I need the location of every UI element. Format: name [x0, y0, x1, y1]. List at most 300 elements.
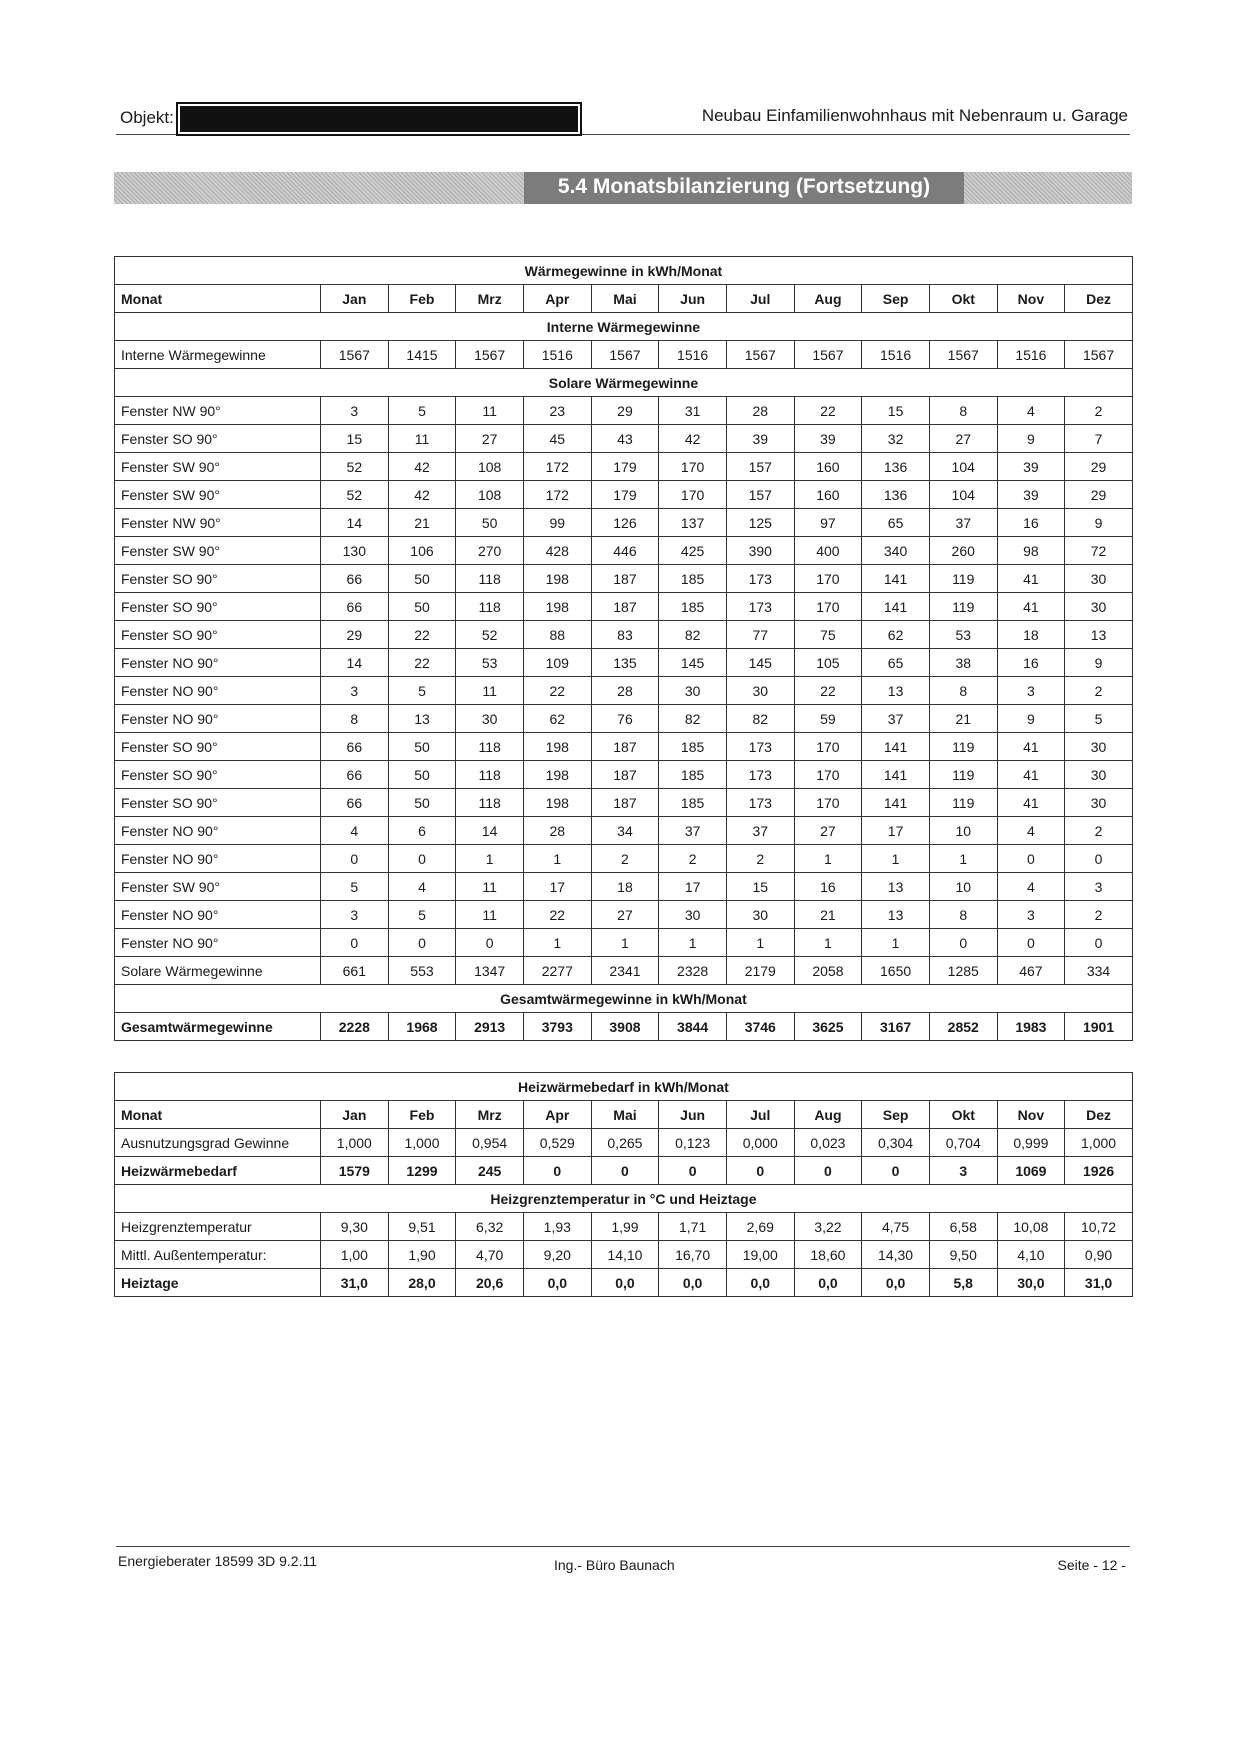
- value-cell: 1,99: [591, 1213, 659, 1241]
- row-label: Heiztage: [115, 1269, 321, 1297]
- value-cell: 1,000: [388, 1129, 456, 1157]
- value-cell: 1299: [388, 1157, 456, 1185]
- row-label: Fenster NO 90°: [115, 929, 321, 957]
- value-cell: 1650: [862, 957, 930, 985]
- value-cell: 3625: [794, 1013, 862, 1041]
- value-cell: 16,70: [659, 1241, 727, 1269]
- redacted-object-name: [176, 102, 582, 136]
- value-cell: 187: [591, 789, 659, 817]
- value-cell: 1: [794, 929, 862, 957]
- value-cell: 42: [388, 453, 456, 481]
- value-cell: 34: [591, 817, 659, 845]
- value-cell: 3: [321, 901, 389, 929]
- value-cell: 187: [591, 761, 659, 789]
- value-cell: 6,32: [456, 1213, 524, 1241]
- value-cell: 22: [523, 901, 591, 929]
- value-cell: 198: [523, 593, 591, 621]
- value-cell: 23: [523, 397, 591, 425]
- value-cell: 0,0: [523, 1269, 591, 1297]
- value-cell: 21: [388, 509, 456, 537]
- month-header: Jan: [321, 1101, 389, 1129]
- value-cell: 41: [997, 761, 1065, 789]
- project-title: Neubau Einfamilienwohnhaus mit Nebenraum u. Garage: [701, 106, 1128, 125]
- window-row: [115, 873, 1133, 901]
- month-header: Okt: [929, 285, 997, 313]
- value-cell: 185: [659, 789, 727, 817]
- month-header: Aug: [794, 1101, 862, 1129]
- value-cell: 0: [321, 929, 389, 957]
- value-cell: 82: [659, 621, 727, 649]
- value-cell: 141: [862, 761, 930, 789]
- value-cell: 88: [523, 621, 591, 649]
- value-cell: 270: [456, 537, 524, 565]
- value-cell: 0,000: [726, 1129, 794, 1157]
- value-cell: 15: [321, 425, 389, 453]
- value-cell: 1516: [862, 341, 930, 369]
- value-cell: 14,10: [591, 1241, 659, 1269]
- value-cell: 8: [929, 677, 997, 705]
- heating-demand-row: [115, 1157, 1133, 1185]
- value-cell: 130: [321, 537, 389, 565]
- value-cell: 2328: [659, 957, 727, 985]
- value-cell: 16: [997, 509, 1065, 537]
- row-label: Solare Wärmegewinne: [115, 957, 321, 985]
- value-cell: 82: [726, 705, 794, 733]
- value-cell: 39: [794, 425, 862, 453]
- window-row: [115, 593, 1133, 621]
- value-cell: 1: [726, 929, 794, 957]
- month-header: Jun: [659, 285, 727, 313]
- table-title-label: Wärmegewinne in kWh/Monat: [115, 257, 1133, 285]
- window-row: [115, 789, 1133, 817]
- value-cell: 170: [659, 481, 727, 509]
- value-cell: 0: [388, 845, 456, 873]
- value-cell: 76: [591, 705, 659, 733]
- value-cell: 170: [794, 593, 862, 621]
- value-cell: 0,954: [456, 1129, 524, 1157]
- value-cell: 661: [321, 957, 389, 985]
- month-header: Mai: [591, 1101, 659, 1129]
- value-cell: 30: [1065, 789, 1133, 817]
- value-cell: 5: [388, 677, 456, 705]
- row-label: Mittl. Außentemperatur:: [115, 1241, 321, 1269]
- value-cell: 32: [862, 425, 930, 453]
- value-cell: 173: [726, 565, 794, 593]
- value-cell: 1: [659, 929, 727, 957]
- row-label: Fenster SW 90°: [115, 481, 321, 509]
- value-cell: 1,90: [388, 1241, 456, 1269]
- value-cell: 1567: [591, 341, 659, 369]
- value-cell: 13: [862, 873, 930, 901]
- value-cell: 1968: [388, 1013, 456, 1041]
- value-cell: 137: [659, 509, 727, 537]
- window-row: [115, 649, 1133, 677]
- value-cell: 18: [591, 873, 659, 901]
- page-footer: [116, 1546, 1130, 1573]
- value-cell: 187: [591, 565, 659, 593]
- value-cell: 172: [523, 453, 591, 481]
- month-header: Jun: [659, 1101, 727, 1129]
- month-header: Sep: [862, 1101, 930, 1129]
- row-label: Fenster NO 90°: [115, 649, 321, 677]
- heating-limit-row: [115, 1213, 1133, 1241]
- value-cell: 1567: [456, 341, 524, 369]
- value-cell: 1516: [997, 341, 1065, 369]
- value-cell: 3908: [591, 1013, 659, 1041]
- value-cell: 30: [659, 901, 727, 929]
- value-cell: 83: [591, 621, 659, 649]
- month-header: Dez: [1065, 1101, 1133, 1129]
- month-header: Jul: [726, 285, 794, 313]
- section-total-gains: [115, 985, 1133, 1013]
- row-label: Fenster SW 90°: [115, 453, 321, 481]
- section-banner: [114, 172, 1132, 204]
- value-cell: 1: [523, 929, 591, 957]
- value-cell: 22: [523, 677, 591, 705]
- heating-demand-table: [114, 1072, 1133, 1297]
- row-label: Fenster NO 90°: [115, 901, 321, 929]
- value-cell: 30: [1065, 593, 1133, 621]
- value-cell: 62: [523, 705, 591, 733]
- value-cell: 1516: [523, 341, 591, 369]
- value-cell: 10: [929, 817, 997, 845]
- month-header: Mai: [591, 285, 659, 313]
- value-cell: 30: [726, 677, 794, 705]
- value-cell: 198: [523, 761, 591, 789]
- value-cell: 30: [726, 901, 794, 929]
- window-row: [115, 481, 1133, 509]
- window-row: [115, 761, 1133, 789]
- value-cell: 198: [523, 789, 591, 817]
- total-gains-row: [115, 1013, 1133, 1041]
- month-header: Nov: [997, 285, 1065, 313]
- value-cell: 4: [321, 817, 389, 845]
- value-cell: 9,50: [929, 1241, 997, 1269]
- value-cell: 1347: [456, 957, 524, 985]
- value-cell: 18: [997, 621, 1065, 649]
- value-cell: 0: [659, 1157, 727, 1185]
- value-cell: 9: [997, 425, 1065, 453]
- value-cell: 106: [388, 537, 456, 565]
- value-cell: 179: [591, 453, 659, 481]
- row-label: Fenster SO 90°: [115, 425, 321, 453]
- value-cell: 14: [456, 817, 524, 845]
- section-internal-gains-label: Interne Wärmegewinne: [115, 313, 1133, 341]
- value-cell: 0,0: [659, 1269, 727, 1297]
- row-label: Fenster SO 90°: [115, 593, 321, 621]
- value-cell: 4: [997, 873, 1065, 901]
- value-cell: 2: [1065, 901, 1133, 929]
- value-cell: 28: [726, 397, 794, 425]
- value-cell: 0: [591, 1157, 659, 1185]
- value-cell: 3844: [659, 1013, 727, 1041]
- value-cell: 50: [388, 761, 456, 789]
- value-cell: 11: [456, 873, 524, 901]
- value-cell: 30: [1065, 733, 1133, 761]
- heat-gains-table: [114, 256, 1133, 1041]
- value-cell: 41: [997, 593, 1065, 621]
- section-solar-gains: [115, 369, 1133, 397]
- value-cell: 22: [794, 677, 862, 705]
- month-header: Jul: [726, 1101, 794, 1129]
- value-cell: 118: [456, 593, 524, 621]
- value-cell: 98: [997, 537, 1065, 565]
- value-cell: 5: [1065, 705, 1133, 733]
- value-cell: 1,71: [659, 1213, 727, 1241]
- value-cell: 173: [726, 593, 794, 621]
- value-cell: 66: [321, 593, 389, 621]
- value-cell: 119: [929, 593, 997, 621]
- value-cell: 173: [726, 733, 794, 761]
- value-cell: 0,304: [862, 1129, 930, 1157]
- value-cell: 65: [862, 509, 930, 537]
- value-cell: 0: [1065, 929, 1133, 957]
- row-label: Fenster SO 90°: [115, 789, 321, 817]
- value-cell: 390: [726, 537, 794, 565]
- value-cell: 0: [321, 845, 389, 873]
- value-cell: 17: [523, 873, 591, 901]
- value-cell: 340: [862, 537, 930, 565]
- value-cell: 11: [456, 901, 524, 929]
- value-cell: 97: [794, 509, 862, 537]
- value-cell: 29: [321, 621, 389, 649]
- value-cell: 160: [794, 481, 862, 509]
- window-row: [115, 677, 1133, 705]
- utilization-row: [115, 1129, 1133, 1157]
- value-cell: 52: [456, 621, 524, 649]
- value-cell: 245: [456, 1157, 524, 1185]
- internal-gains-row: [115, 341, 1133, 369]
- solar-total-row: [115, 957, 1133, 985]
- section-internal-gains: [115, 313, 1133, 341]
- value-cell: 22: [794, 397, 862, 425]
- value-cell: 1: [862, 845, 930, 873]
- value-cell: 2: [659, 845, 727, 873]
- value-cell: 105: [794, 649, 862, 677]
- value-cell: 185: [659, 761, 727, 789]
- value-cell: 42: [388, 481, 456, 509]
- value-cell: 18,60: [794, 1241, 862, 1269]
- value-cell: 1901: [1065, 1013, 1133, 1041]
- value-cell: 4,75: [862, 1213, 930, 1241]
- value-cell: 2,69: [726, 1213, 794, 1241]
- value-cell: 17: [862, 817, 930, 845]
- row-label: Fenster SO 90°: [115, 733, 321, 761]
- value-cell: 1,93: [523, 1213, 591, 1241]
- window-row: [115, 509, 1133, 537]
- window-row: [115, 705, 1133, 733]
- value-cell: 52: [321, 453, 389, 481]
- value-cell: 170: [659, 453, 727, 481]
- window-row: [115, 845, 1133, 873]
- value-cell: 72: [1065, 537, 1133, 565]
- row-label: Heizwärmebedarf: [115, 1157, 321, 1185]
- window-row: [115, 397, 1133, 425]
- value-cell: 170: [794, 733, 862, 761]
- value-cell: 5,8: [929, 1269, 997, 1297]
- value-cell: 1579: [321, 1157, 389, 1185]
- value-cell: 1: [929, 845, 997, 873]
- value-cell: 118: [456, 733, 524, 761]
- month-header: Sep: [862, 285, 930, 313]
- value-cell: 0,123: [659, 1129, 727, 1157]
- value-cell: 42: [659, 425, 727, 453]
- value-cell: 21: [929, 705, 997, 733]
- row-label: Heizgrenztemperatur: [115, 1213, 321, 1241]
- value-cell: 4: [997, 397, 1065, 425]
- value-cell: 39: [997, 453, 1065, 481]
- value-cell: 28,0: [388, 1269, 456, 1297]
- value-cell: 104: [929, 481, 997, 509]
- value-cell: 3: [997, 677, 1065, 705]
- window-row: [115, 929, 1133, 957]
- value-cell: 4,10: [997, 1241, 1065, 1269]
- value-cell: 82: [659, 705, 727, 733]
- value-cell: 11: [456, 677, 524, 705]
- value-cell: 27: [929, 425, 997, 453]
- value-cell: 1: [794, 845, 862, 873]
- outdoor-temp-row: [115, 1241, 1133, 1269]
- value-cell: 3,22: [794, 1213, 862, 1241]
- value-cell: 14,30: [862, 1241, 930, 1269]
- value-cell: 66: [321, 565, 389, 593]
- value-cell: 30: [1065, 565, 1133, 593]
- window-row: [115, 621, 1133, 649]
- value-cell: 187: [591, 593, 659, 621]
- value-cell: 1: [862, 929, 930, 957]
- value-cell: 1516: [659, 341, 727, 369]
- value-cell: 119: [929, 733, 997, 761]
- row-label: Fenster SO 90°: [115, 761, 321, 789]
- value-cell: 136: [862, 453, 930, 481]
- row-label: Ausnutzungsgrad Gewinne: [115, 1129, 321, 1157]
- value-cell: 37: [862, 705, 930, 733]
- value-cell: 2179: [726, 957, 794, 985]
- value-cell: 145: [659, 649, 727, 677]
- value-cell: 2058: [794, 957, 862, 985]
- value-cell: 185: [659, 593, 727, 621]
- value-cell: 0: [997, 845, 1065, 873]
- month-header: Aug: [794, 285, 862, 313]
- value-cell: 3167: [862, 1013, 930, 1041]
- value-cell: 2228: [321, 1013, 389, 1041]
- value-cell: 0: [794, 1157, 862, 1185]
- value-cell: 30,0: [997, 1269, 1065, 1297]
- value-cell: 108: [456, 481, 524, 509]
- value-cell: 119: [929, 761, 997, 789]
- value-cell: 65: [862, 649, 930, 677]
- value-cell: 66: [321, 789, 389, 817]
- row-label: Fenster NO 90°: [115, 845, 321, 873]
- value-cell: 5: [388, 397, 456, 425]
- window-row: [115, 901, 1133, 929]
- value-cell: 15: [862, 397, 930, 425]
- value-cell: 0: [456, 929, 524, 957]
- value-cell: 7: [1065, 425, 1133, 453]
- value-cell: 10: [929, 873, 997, 901]
- footer-page-number: Seite - 12 -: [1057, 1557, 1126, 1573]
- value-cell: 0: [523, 1157, 591, 1185]
- value-cell: 6,58: [929, 1213, 997, 1241]
- table-title: [115, 1073, 1133, 1101]
- heating-days-row: [115, 1269, 1133, 1297]
- window-row: [115, 453, 1133, 481]
- value-cell: 19,00: [726, 1241, 794, 1269]
- value-cell: 0,0: [794, 1269, 862, 1297]
- value-cell: 53: [929, 621, 997, 649]
- value-cell: 136: [862, 481, 930, 509]
- value-cell: 4: [997, 817, 1065, 845]
- value-cell: 1: [591, 929, 659, 957]
- value-cell: 173: [726, 789, 794, 817]
- value-cell: 0,023: [794, 1129, 862, 1157]
- value-cell: 198: [523, 733, 591, 761]
- banner-title: 5.4 Monatsbilanzierung (Fortsetzung): [557, 175, 931, 198]
- value-cell: 1: [523, 845, 591, 873]
- value-cell: 66: [321, 733, 389, 761]
- section-solar-gains-label: Solare Wärmegewinne: [115, 369, 1133, 397]
- value-cell: 118: [456, 761, 524, 789]
- value-cell: 99: [523, 509, 591, 537]
- month-header: Apr: [523, 285, 591, 313]
- value-cell: 2341: [591, 957, 659, 985]
- value-cell: 66: [321, 761, 389, 789]
- value-cell: 53: [456, 649, 524, 677]
- value-cell: 467: [997, 957, 1065, 985]
- value-cell: 4: [388, 873, 456, 901]
- value-cell: 5: [388, 901, 456, 929]
- value-cell: 13: [1065, 621, 1133, 649]
- value-cell: 1285: [929, 957, 997, 985]
- value-cell: 3: [929, 1157, 997, 1185]
- value-cell: 41: [997, 565, 1065, 593]
- value-cell: 428: [523, 537, 591, 565]
- value-cell: 21: [794, 901, 862, 929]
- value-cell: 0: [726, 1157, 794, 1185]
- value-cell: 31,0: [1065, 1269, 1133, 1297]
- value-cell: 400: [794, 537, 862, 565]
- section-heating-limit: [115, 1185, 1133, 1213]
- value-cell: 29: [591, 397, 659, 425]
- value-cell: 9,20: [523, 1241, 591, 1269]
- value-cell: 425: [659, 537, 727, 565]
- value-cell: 157: [726, 453, 794, 481]
- value-cell: 0,0: [726, 1269, 794, 1297]
- value-cell: 170: [794, 789, 862, 817]
- page-header: [116, 102, 1130, 135]
- value-cell: 0,0: [862, 1269, 930, 1297]
- value-cell: 160: [794, 453, 862, 481]
- value-cell: 43: [591, 425, 659, 453]
- value-cell: 3: [321, 397, 389, 425]
- table-title: [115, 257, 1133, 285]
- row-label: Interne Wärmegewinne: [115, 341, 321, 369]
- value-cell: 13: [388, 705, 456, 733]
- row-label: Fenster NW 90°: [115, 397, 321, 425]
- value-cell: 157: [726, 481, 794, 509]
- value-cell: 9: [997, 705, 1065, 733]
- value-cell: 16: [794, 873, 862, 901]
- row-label: Fenster SW 90°: [115, 537, 321, 565]
- value-cell: 108: [456, 453, 524, 481]
- value-cell: 0,999: [997, 1129, 1065, 1157]
- value-cell: 1567: [1065, 341, 1133, 369]
- value-cell: 0: [862, 1157, 930, 1185]
- window-row: [115, 565, 1133, 593]
- value-cell: 170: [794, 565, 862, 593]
- value-cell: 170: [794, 761, 862, 789]
- value-cell: 59: [794, 705, 862, 733]
